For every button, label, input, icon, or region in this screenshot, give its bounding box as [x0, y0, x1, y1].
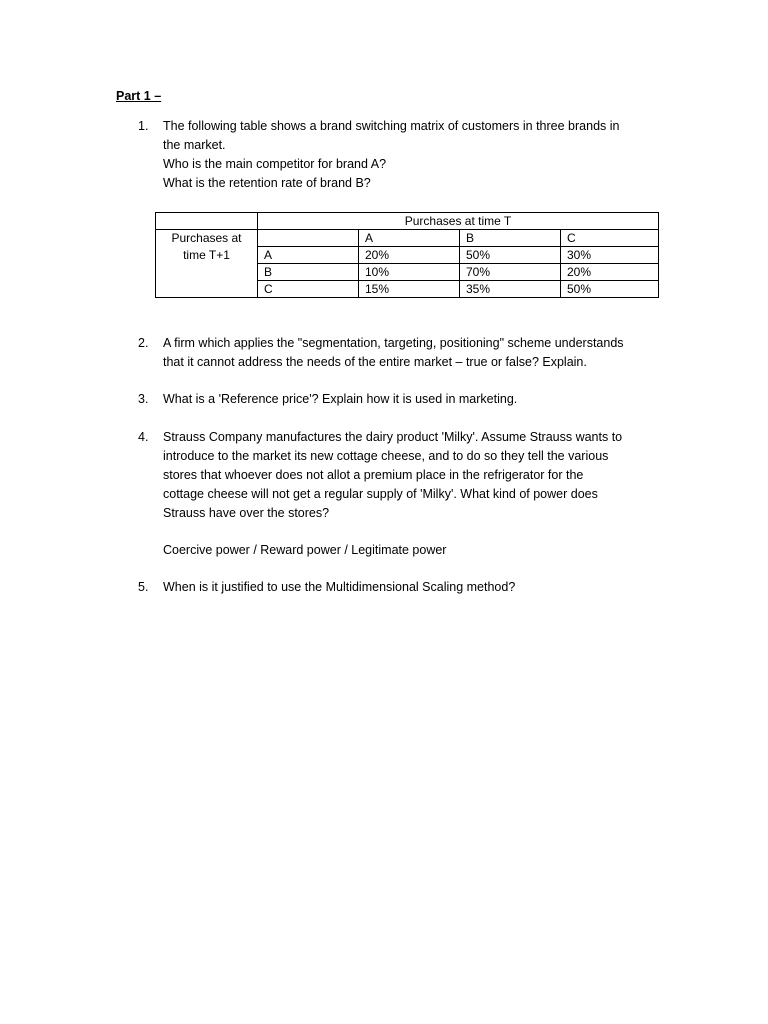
table-cell: 50%: [561, 281, 659, 298]
question-text: [163, 334, 658, 372]
row-group-header: [156, 230, 258, 298]
table-empty-cell: [258, 230, 359, 247]
question-line: introduce to the market its new cottage cheese, and to do so they tell the various: [163, 449, 609, 463]
table-column-label-row: [156, 230, 659, 247]
question-line: the market.: [163, 138, 226, 152]
question-number: 5.: [138, 580, 149, 594]
column-header-a: A: [359, 230, 460, 247]
question-5: [138, 578, 658, 597]
question-number: 1.: [138, 119, 149, 133]
question-line: What is a 'Reference price'? Explain how it is used in marketing.: [163, 392, 518, 406]
row-group-header-line: time T+1: [183, 248, 230, 262]
column-group-header: Purchases at time T: [258, 213, 659, 230]
question-text: [163, 117, 658, 193]
table-cell: 35%: [460, 281, 561, 298]
question-line: Strauss have over the stores?: [163, 506, 330, 520]
table-cell: 50%: [460, 247, 561, 264]
table-cell: 20%: [561, 264, 659, 281]
question-line: The following table shows a brand switching matrix of customers in three brands in: [163, 119, 620, 133]
table-cell: 10%: [359, 264, 460, 281]
question-1: [138, 117, 658, 193]
table-cell: 20%: [359, 247, 460, 264]
question-line: that it cannot address the needs of the entire market – true or false? Explain.: [163, 355, 587, 369]
question-line: Who is the main competitor for brand A?: [163, 157, 387, 171]
question-line: When is it justified to use the Multidimensional Scaling method?: [163, 580, 516, 594]
table-header-row: [156, 213, 659, 230]
question-number: 4.: [138, 430, 149, 444]
question-line: stores that whoever does not allot a premium place in the refrigerator for the: [163, 468, 584, 482]
question-number: 3.: [138, 392, 149, 406]
section-heading: Part 1 –: [116, 89, 162, 103]
row-label: B: [258, 264, 359, 281]
row-group-header-line: Purchases at: [171, 231, 242, 245]
table-cell: 15%: [359, 281, 460, 298]
question-line: cottage cheese will not get a regular supply of 'Milky'. What kind of power does: [163, 487, 598, 501]
question-line: What is the retention rate of brand B?: [163, 176, 371, 190]
question-line: A firm which applies the "segmentation, targeting, positioning" scheme understands: [163, 336, 624, 350]
table-corner-cell: [156, 213, 258, 230]
question-text: [163, 428, 658, 523]
brand-switching-table: [155, 212, 659, 298]
row-label: A: [258, 247, 359, 264]
row-label: C: [258, 281, 359, 298]
table-cell: 70%: [460, 264, 561, 281]
column-header-b: B: [460, 230, 561, 247]
question-4: [138, 428, 658, 523]
question-text: [163, 578, 658, 597]
question-text: [163, 390, 658, 409]
question-line: Strauss Company manufactures the dairy product 'Milky'. Assume Strauss wants to: [163, 430, 623, 444]
question-3: [138, 390, 658, 409]
table-cell: 30%: [561, 247, 659, 264]
question-number: 2.: [138, 336, 149, 350]
column-header-c: C: [561, 230, 659, 247]
answer-options: Coercive power / Reward power / Legitimate power: [163, 543, 447, 557]
question-2: [138, 334, 658, 372]
